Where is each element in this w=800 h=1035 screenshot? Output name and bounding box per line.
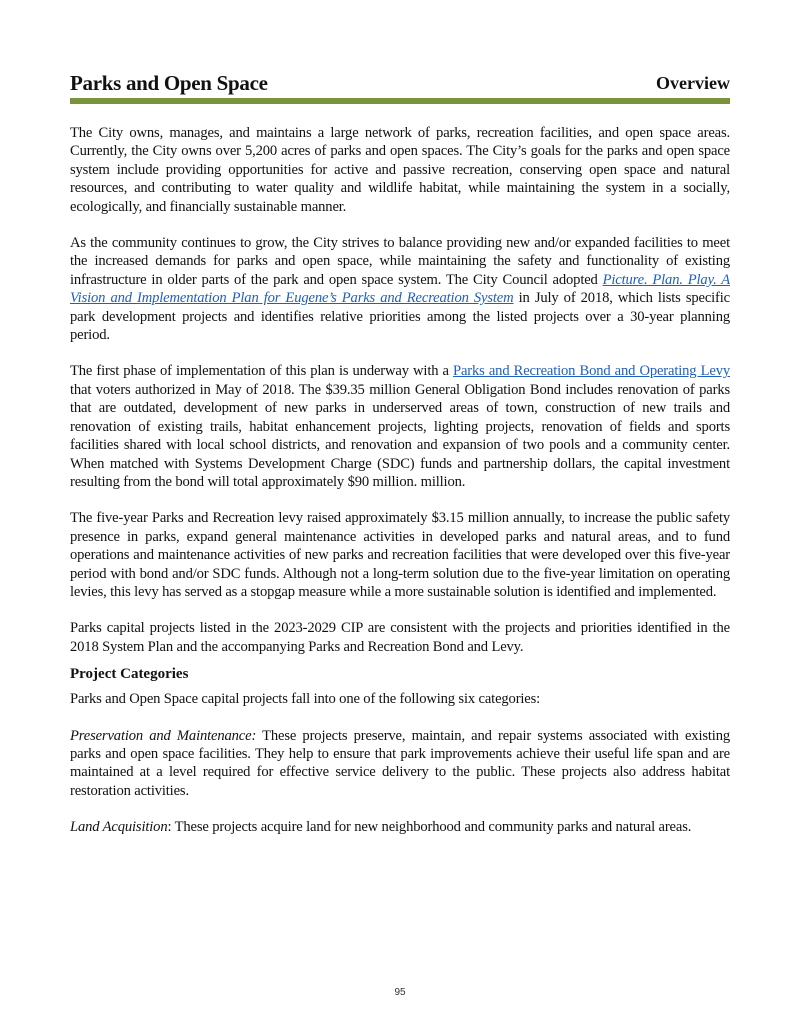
bond-levy-link[interactable]: Parks and Recreation Bond and Operating Levy (453, 363, 730, 380)
project-categories-heading: Project Categories (70, 666, 189, 683)
category-land-acquisition (70, 818, 730, 836)
category-term: Land Acquisition (70, 819, 168, 836)
category-preservation (70, 727, 730, 801)
paragraph-growth (70, 234, 730, 344)
category-description: These projects preserve, maintain, and repair systems associated with existing parks and open space facilities. They help to ensure that park improvements achieve their useful life span and are maintained at a level required for effective service delivery to the public. These projects also address habitat restoration activities. (70, 727, 730, 799)
paragraph-levy: The five-year Parks and Recreation levy raised approximately $3.15 million annually, to increase the public safety presence in parks, expand general maintenance activities in developed parks and natural areas, and to fund operations and maintenance activities of new parks and recreation facilities that were developed over this five-year period with bond and/or SDC funds. Although not a long-term solution due to the five-year limitation on operating levies, this levy has served as a stopgap measure while a more sustainable solution is identified and implemented. (70, 510, 730, 600)
paragraph-text: that voters authorized in May of 2018. The $39.35 million General Obligation Bond includes renovation of parks that are outdated, development of new parks in underserved areas of town, construction of new trails and renovation of existing trails, habitat enhancement projects, lighting projects, renovation of fields and sports facilities shared with local school districts, and renovation and expansion of two pools and a community center. When matched with Systems Development Charge (SDC) funds and partnership dollars, the capital investment resulting from the bond will total approximately $90 million. million. (70, 381, 730, 490)
paragraph-cip: Parks capital projects listed in the 2023-2029 CIP are consistent with the projects and priorities identified in the 2018 System Plan and the accompanying Parks and Recreation Bond and Levy. (70, 620, 730, 655)
header-divider (70, 98, 730, 104)
paragraph-text: The first phase of implementation of this plan is underway with a (70, 363, 454, 380)
page-number: 95 (394, 987, 406, 998)
paragraph-text: As the community continues to grow, the City strives to balance providing new and/or expanded facilities to meet the increased demands for parks and open space, while maintaining the safety and functionality of existing infrastructure in older parts of the park and open space system. The City Council adopted (70, 235, 730, 288)
system-plan-link[interactable]: Picture. Plan. Play. A Vision and Implementation Plan for Eugene’s Parks and Recreation System (70, 271, 730, 307)
paragraph-text: in July of 2018, which lists specific park development projects and identifies relative priorities among the listed projects over a 30-year planning period. (70, 290, 731, 344)
paragraph-intro: The City owns, manages, and maintains a large network of parks, recreation facilities, and open space areas. Currently, the City owns over 5,200 acres of parks and open spaces. The City’s goals for the parks and open space system include providing opportunities for active and passive recreation, conserving open space and natural resources, and contributing to water quality and wildlife habitat, while maintaining the system in a socially, ecologically, and financially sustainable manner. (70, 125, 730, 215)
paragraph-bond (70, 362, 730, 491)
page-header (70, 70, 730, 96)
category-term: Preservation and Maintenance: (70, 727, 257, 744)
project-categories-intro: Parks and Open Space capital projects fall into one of the following six categories: (70, 691, 541, 708)
section-label: Overview (656, 73, 730, 93)
page-body (70, 124, 730, 855)
page-title: Parks and Open Space (70, 71, 268, 95)
category-description: : These projects acquire land for new neighborhood and community parks and natural areas. (167, 819, 692, 836)
